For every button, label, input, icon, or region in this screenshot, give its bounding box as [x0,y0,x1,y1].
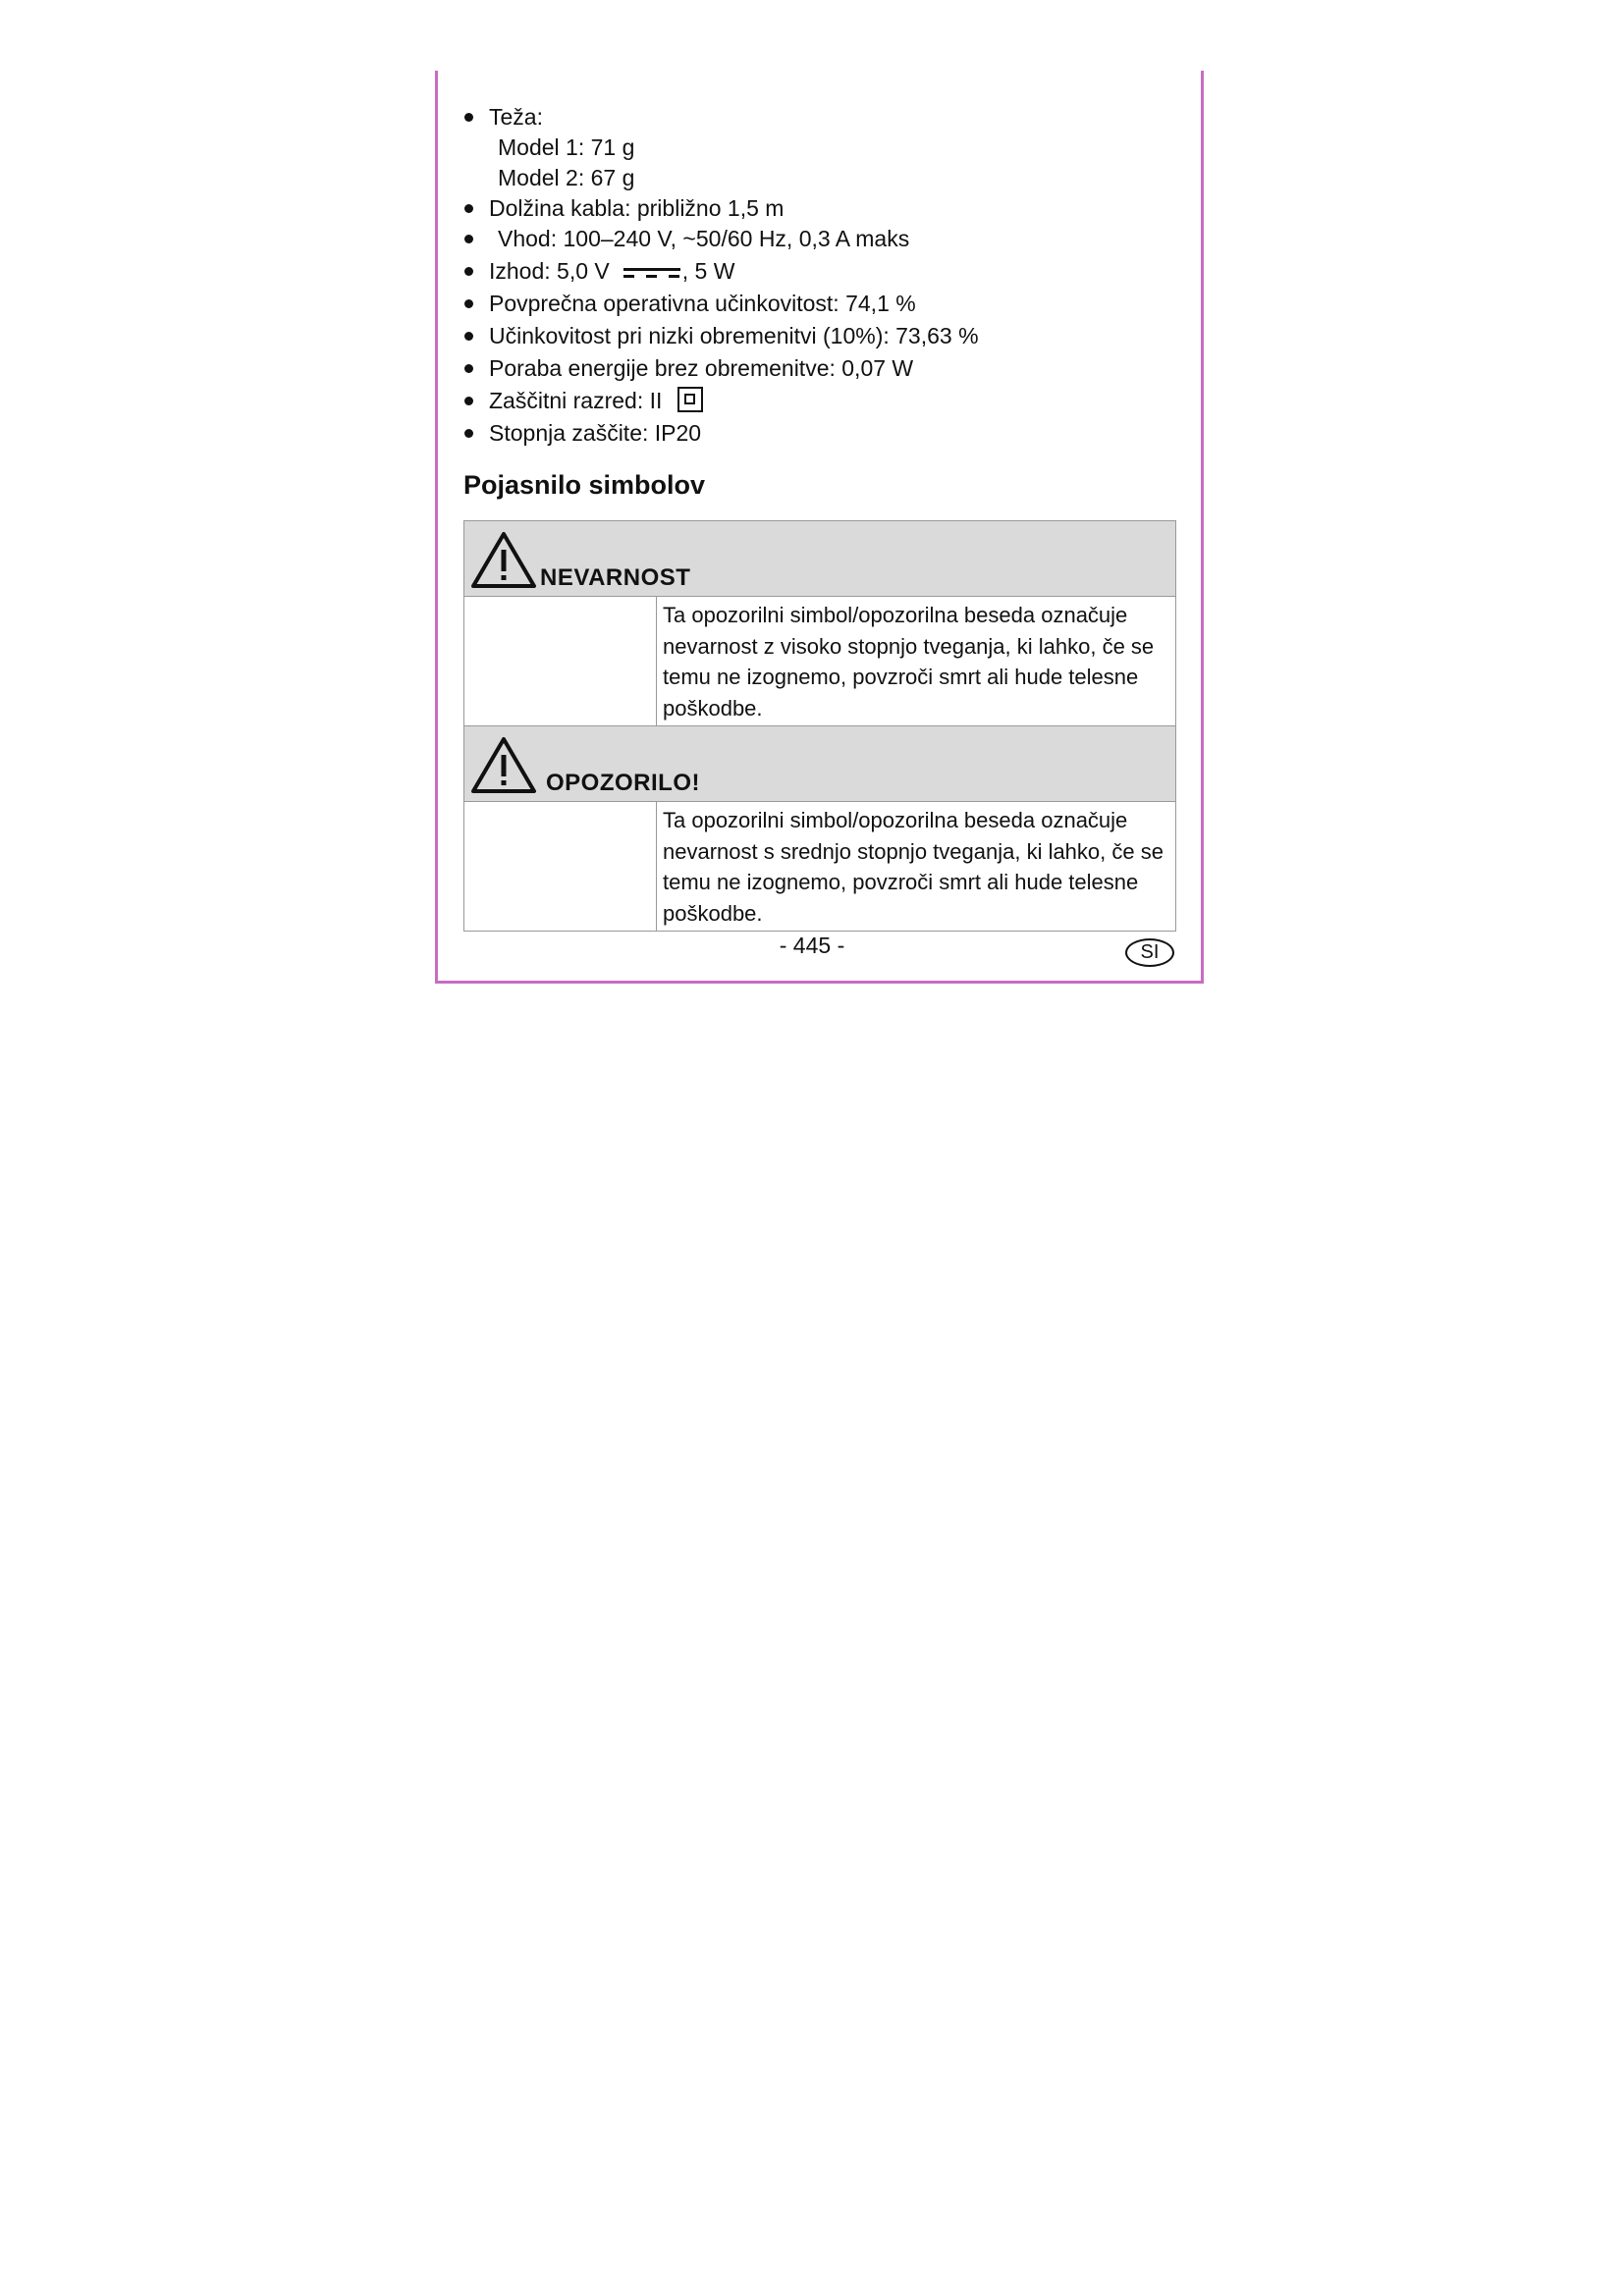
warning-description-row [464,802,1176,932]
danger-symbol-cell [464,597,657,726]
page-number: - 445 - [779,933,845,958]
warning-description: Ta opozorilni simbol/opozorilna beseda označuje nevarnost s srednjo stopnjo tveganja, ki lahko, če se temu ne izognemo, povzroči smrt ali hude telesne poškodbe. [657,802,1176,932]
spec-ip-rating-text: Stopnja zaščite: IP20 [489,420,702,446]
spec-input [461,224,1188,254]
warning-symbol-cell [464,802,657,932]
spec-no-load [461,353,1188,384]
bullet-icon [464,235,473,243]
spec-avg-efficiency-text: Povprečna operativna učinkovitost: 74,1 % [489,291,916,316]
spec-protection-class-text: Zaščitni razred: II [489,388,663,413]
danger-header-row [464,521,1176,597]
spec-input-text: Vhod: 100–240 V, ~50/60 Hz, 0,3 A maks [498,226,910,251]
bullet-icon [464,113,473,122]
double-insulation-icon [677,387,703,412]
bullet-icon [464,397,473,405]
warning-label: OPOZORILO! [546,770,700,796]
warning-header-cell [464,726,1176,802]
country-code-badge: SI [1125,938,1174,967]
bullet-icon [464,204,473,213]
bullet-icon [464,299,473,308]
spec-output-suffix: , 5 W [681,258,735,284]
symbols-table [463,520,1176,932]
danger-header-cell [464,521,1176,597]
technical-specs-list [461,102,1188,449]
direct-current-icon [623,262,680,282]
spec-avg-efficiency [461,289,1188,319]
danger-label: NEVARNOST [540,564,691,591]
spec-output-prefix: Izhod: 5,0 V [489,258,610,284]
spec-no-load-text: Poraba energije brez obremenitve: 0,07 W [489,355,914,381]
danger-description-row [464,597,1176,726]
spec-cable-text: Dolžina kabla: približno 1,5 m [489,195,785,221]
warning-triangle-icon [469,530,538,591]
spec-weight [461,102,1188,193]
warning-header-row [464,726,1176,802]
danger-description: Ta opozorilni simbol/opozorilna beseda označuje nevarnost z visoko stopnjo tveganja, ki lahko, če se temu ne izognemo, povzroči smrt ali hude telesne poškodbe. [657,597,1176,726]
bullet-icon [464,364,473,373]
spec-output [461,256,1188,287]
bullet-icon [464,267,473,276]
spec-weight-label: Teža: [489,104,543,130]
spec-low-load-text: Učinkovitost pri nizki obremenitvi (10%): 73,63 % [489,323,979,348]
spec-cable [461,193,1188,224]
spec-weight-model2: Model 2: 67 g [498,165,635,190]
spec-ip-rating [461,418,1188,449]
bullet-icon [464,332,473,341]
spec-weight-model1: Model 1: 71 g [498,134,635,160]
symbols-heading: Pojasnilo simbolov [463,470,706,500]
warning-triangle-icon [469,735,538,796]
spec-low-load-efficiency [461,321,1188,351]
spec-protection-class [461,386,1188,416]
bullet-icon [464,429,473,438]
